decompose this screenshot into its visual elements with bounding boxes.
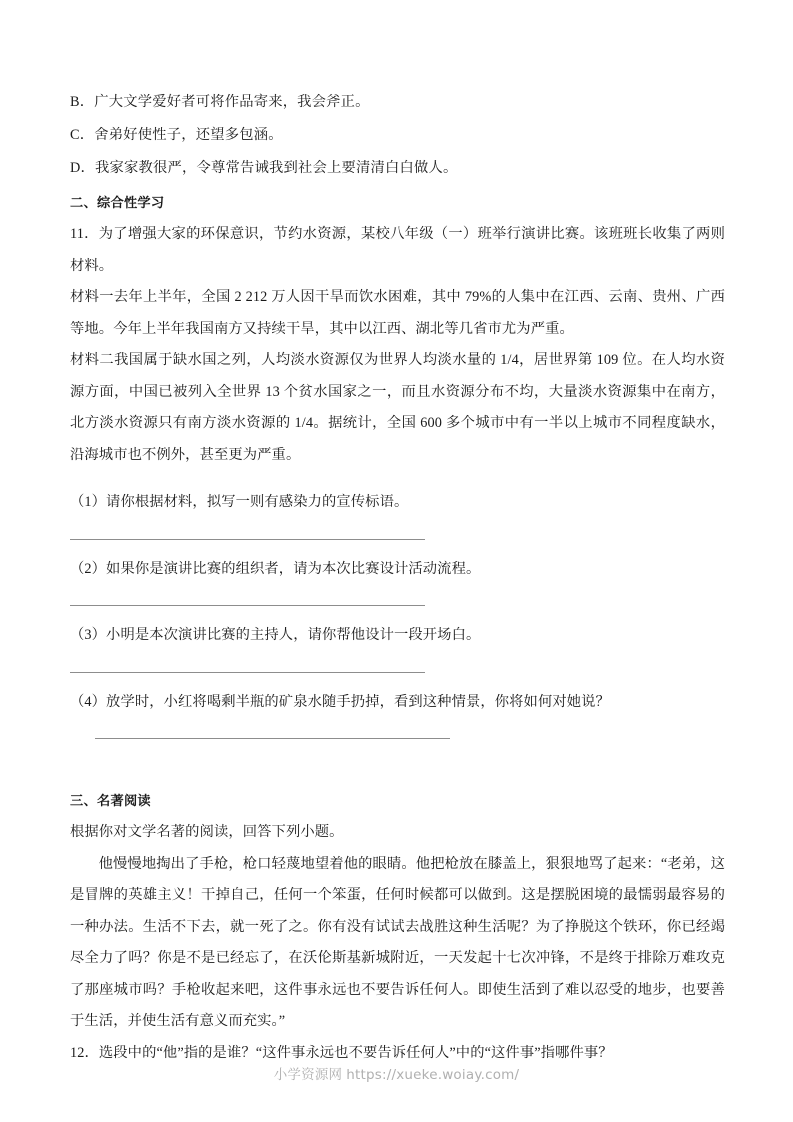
question-12-stem: 12．选段中的“他”指的是谁？“这件事永远也不要告诉任何人”中的“这件事”指哪件事？ <box>70 1044 613 1061</box>
sub-question-2: （2）如果你是演讲比赛的组织者，请为本次比赛设计活动流程。 <box>70 560 481 577</box>
section-heading-three: 三、名著阅读 <box>70 794 151 809</box>
watermark-url: https://xueke.woiay.com/ <box>346 1067 520 1083</box>
material-one-text: 材料一去年上半年，全国 2 212 万人因干旱而饮水困难，其中 79%的人集中在江西、云南、贵州、广西等地。今年上半年我国南方又持续干旱，其中以江西、湖北等几省市尤为严重。 <box>70 289 725 337</box>
watermark <box>0 1063 793 1083</box>
sub-question-4: （4）放学时，小红将喝剩半瓶的矿泉水随手扔掉，看到这种情景，你将如何对她说？ <box>70 693 610 710</box>
page-content <box>70 86 725 1069</box>
watermark-site-name: 小学资源网 <box>273 1067 343 1083</box>
sub-question-3: （3）小明是本次演讲比赛的主持人，请你帮他设计一段开场白。 <box>70 627 481 643</box>
question-11-stem: 11．为了增强大家的环保意识，节约水资源，某校八年级（一）班举行演讲比赛。该班班长收集了两则材料。 <box>70 226 725 274</box>
spacer <box>70 753 725 783</box>
section-heading-two: 二、综合性学习 <box>70 196 165 211</box>
spacer <box>70 471 725 487</box>
choice-option-d: D．我家家教很严，令尊常告诫我到社会上要清清白白做人。 <box>70 160 458 176</box>
choice-option-c: C．舍弟好使性子，还望多包涵。 <box>70 127 283 143</box>
answer-rule-3[interactable] <box>70 672 425 673</box>
answer-rule-4[interactable] <box>95 738 450 739</box>
material-two-text: 材料二我国属于缺水国之列，人均淡水资源仅为世界人均淡水量的 1/4，居世界第 109 位。在人均水资源方面，中国已被列入全世界 13 个贫水国家之一，而且水资源分布不均，大量淡水资源集中在南方，北方淡水资源只有南方淡水资源的 1/4。据统计，全国 600 多个城市中有一半以上城市不同程度缺水，沿海城市也不例外，甚至更为严重。 <box>70 352 725 463</box>
literature-passage: 他慢慢地掏出了手枪，枪口轻蔑地望着他的眼睛。他把枪放在膝盖上，狠狠地骂了起来：“老弟，这是冒牌的英雄主义！干掉自己，任何一个笨蛋，任何时候都可以做到。这是摆脱困境的最懦弱最容易的一种办法。生活不下去，就一死了之。你有没有试试去战胜这种生活呢？为了挣脱这个铁环，你已经竭尽全力了吗？你是不是已经忘了，在沃伦斯基新城附近，一天发起十七次冲锋，不是终于排除万难攻克了那座城市吗？手枪收起来吧，这件事永远也不要告诉任何人。即使生活到了难以忍受的地步，也要善于生活，并使生活有意义而充实。” <box>70 855 725 1029</box>
section-three-instruction: 根据你对文学名著的阅读，回答下列小题。 <box>70 824 344 840</box>
answer-rule-1[interactable] <box>70 539 425 540</box>
answer-rule-2[interactable] <box>70 605 425 606</box>
choice-option-b: B．广大文学爱好者可将作品寄来，我会斧正。 <box>70 94 370 110</box>
sub-question-1: （1）请你根据材料，拟写一则有感染力的宣传标语。 <box>70 494 409 510</box>
